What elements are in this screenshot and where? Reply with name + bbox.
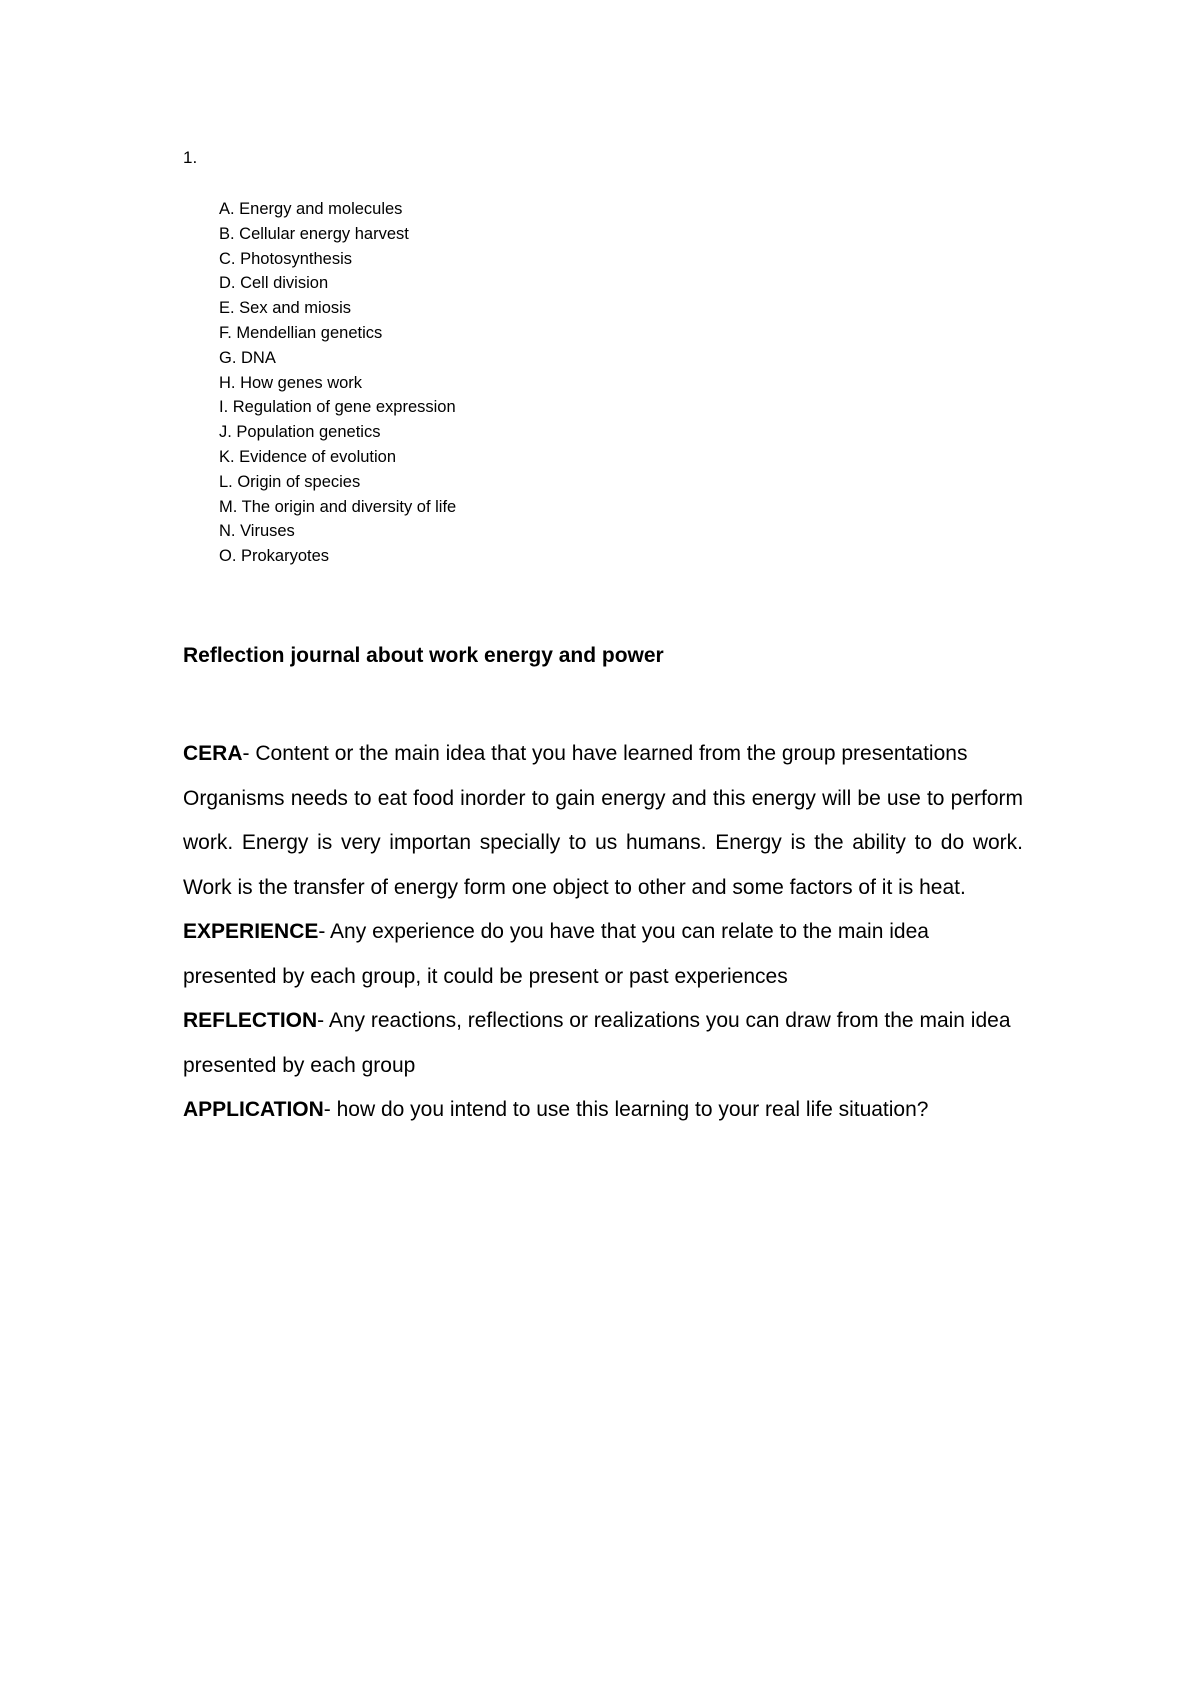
reflection-journal-title: Reflection journal about work energy and power	[183, 644, 664, 667]
experience-prompt: - Any experience do you have that you can relate to the main idea presented by each group, it could be present or past experiences	[183, 920, 929, 988]
application-section	[183, 1088, 1023, 1133]
topic-item: E. Sex and miosis	[219, 299, 352, 318]
topic-item: J. Population genetics	[219, 423, 381, 442]
experience-label: EXPERIENCE	[183, 920, 319, 943]
reflection-journal-body	[183, 732, 1023, 1133]
topic-item: B. Cellular energy harvest	[219, 224, 409, 243]
topic-item: N. Viruses	[219, 522, 295, 541]
application-prompt: - how do you intend to use this learning to your real life situation?	[323, 1098, 929, 1121]
topic-item: L. Origin of species	[219, 472, 361, 491]
reflection-label: REFLECTION	[183, 1009, 318, 1032]
topic-item: M. The origin and diversity of life	[219, 497, 457, 516]
cera-prompt: - Content or the main idea that you have learned from the group presentations	[242, 742, 968, 765]
reflection-prompt: - Any reactions, reflections or realizations you can draw from the main idea presented by each group	[183, 1009, 1011, 1077]
topic-item: A. Energy and molecules	[219, 200, 403, 218]
reflection-section	[183, 999, 1023, 1088]
topic-item: C. Photosynthesis	[219, 249, 352, 268]
topic-item: K. Evidence of evolution	[219, 447, 397, 466]
topic-list	[219, 197, 456, 569]
cera-label: CERA	[183, 742, 243, 765]
topic-item: H. How genes work	[219, 373, 363, 392]
question-number: 1.	[183, 148, 198, 167]
topic-item: D. Cell division	[219, 274, 329, 293]
cera-section	[183, 732, 1023, 777]
experience-section	[183, 910, 1023, 999]
application-label: APPLICATION	[183, 1098, 324, 1121]
topic-item: F. Mendellian genetics	[219, 323, 383, 342]
cera-answer: Organisms needs to eat food inorder to gain energy and this energy will be use to perform work. Energy is very importan specially to us humans. Energy is the ability to do work. Work is the transfer of energy form one object to other and some factors of it is heat.	[183, 786, 1023, 899]
topic-item: O. Prokaryotes	[219, 547, 330, 566]
topic-item: I. Regulation of gene expression	[219, 398, 456, 417]
topic-item: G. DNA	[219, 348, 276, 367]
